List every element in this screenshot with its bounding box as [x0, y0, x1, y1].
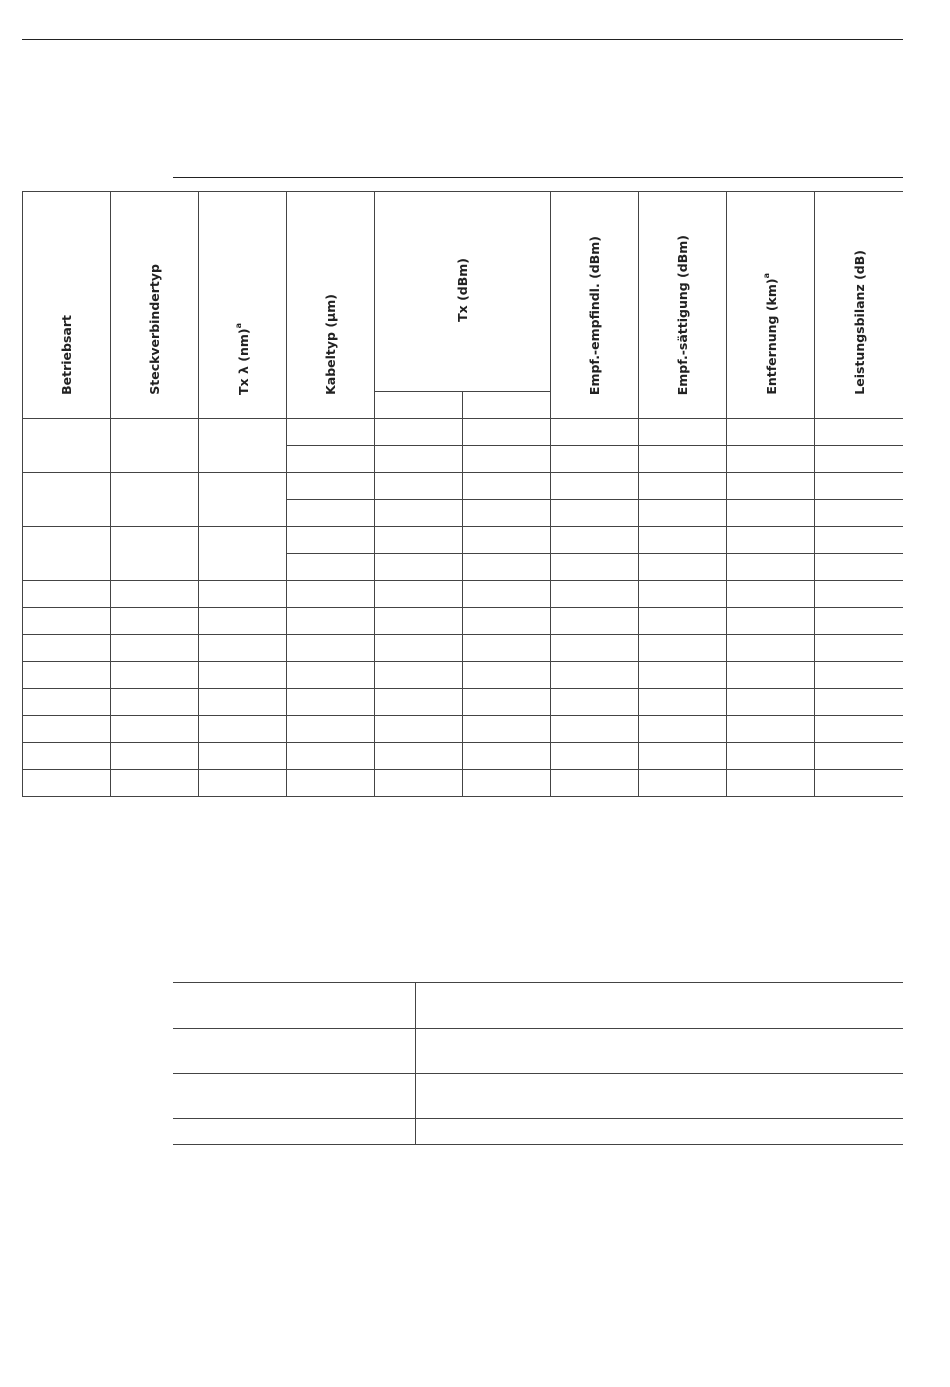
table-cell — [111, 581, 199, 608]
table-cell — [287, 527, 375, 554]
table-cell — [727, 500, 815, 527]
table-cell — [551, 500, 639, 527]
table-cell — [375, 608, 463, 635]
table-cell — [287, 662, 375, 689]
table-cell — [463, 446, 551, 473]
table-cell — [551, 662, 639, 689]
table-cell — [199, 743, 287, 770]
table-cell — [815, 581, 903, 608]
table-cell — [111, 419, 199, 473]
table-cell — [639, 473, 727, 500]
table-row — [23, 581, 904, 608]
table-cell — [199, 419, 287, 473]
table-cell — [199, 689, 287, 716]
table-cell — [23, 635, 111, 662]
table-cell — [551, 608, 639, 635]
table-cell — [727, 473, 815, 500]
table-cell — [727, 770, 815, 797]
table-cell — [727, 527, 815, 554]
table-title-rule — [173, 177, 903, 178]
table-cell — [375, 743, 463, 770]
table-row — [173, 983, 903, 1029]
table-cell — [199, 716, 287, 743]
table-row — [23, 743, 904, 770]
table-cell — [815, 419, 903, 446]
table-cell — [463, 419, 551, 446]
table-cell — [463, 689, 551, 716]
table-cell — [375, 770, 463, 797]
table-cell — [815, 716, 903, 743]
table-cell — [639, 419, 727, 446]
table-cell — [463, 608, 551, 635]
table-cell — [375, 473, 463, 500]
table-cell — [111, 608, 199, 635]
table-cell — [639, 689, 727, 716]
table-cell — [375, 689, 463, 716]
table-cell — [199, 635, 287, 662]
header-entfernung: Entfernung (km)$^a$ — [727, 192, 815, 419]
table-cell — [287, 716, 375, 743]
table-cell — [375, 554, 463, 581]
table-row — [23, 527, 904, 554]
table-cell — [287, 743, 375, 770]
table-cell — [287, 554, 375, 581]
table-cell — [199, 770, 287, 797]
table-cell — [463, 527, 551, 554]
table-row — [173, 1074, 903, 1119]
table-cell — [639, 527, 727, 554]
table-cell — [727, 662, 815, 689]
table-cell — [23, 716, 111, 743]
table-cell — [199, 608, 287, 635]
table-row — [23, 770, 904, 797]
table-cell — [199, 473, 287, 527]
lower-table — [173, 982, 903, 1145]
table-cell — [111, 662, 199, 689]
table-cell — [727, 581, 815, 608]
table-cell — [375, 662, 463, 689]
table-cell — [551, 581, 639, 608]
table-cell — [639, 770, 727, 797]
table-cell — [463, 662, 551, 689]
table-cell — [639, 662, 727, 689]
table-cell — [551, 716, 639, 743]
table-cell — [551, 554, 639, 581]
table-cell — [727, 716, 815, 743]
table-cell — [23, 473, 111, 527]
header-betriebsart: Betriebsart — [23, 192, 111, 419]
table-cell — [287, 473, 375, 500]
table-row — [23, 608, 904, 635]
table-cell — [111, 473, 199, 527]
table-cell — [639, 608, 727, 635]
table-cell — [815, 635, 903, 662]
table-cell — [111, 527, 199, 581]
table-cell — [551, 473, 639, 500]
table-row — [23, 473, 904, 500]
table-cell — [551, 770, 639, 797]
table-cell — [727, 743, 815, 770]
header-leistungsbilanz: Leistungsbilanz (dB) — [815, 192, 903, 419]
table-cell — [23, 527, 111, 581]
header-tx-lambda: Tx λ (nm)$^a$ — [199, 192, 287, 419]
table-cell — [815, 500, 903, 527]
table-cell — [463, 500, 551, 527]
table-cell — [287, 581, 375, 608]
table-cell — [551, 743, 639, 770]
table-cell — [23, 581, 111, 608]
header-tx-max — [463, 392, 551, 419]
header-tx-min — [375, 392, 463, 419]
table-cell — [111, 716, 199, 743]
table-cell — [23, 770, 111, 797]
table-cell — [23, 662, 111, 689]
table-cell — [463, 581, 551, 608]
table-cell — [463, 473, 551, 500]
table-row — [23, 662, 904, 689]
table-cell — [199, 527, 287, 581]
table-cell — [815, 608, 903, 635]
table-cell — [375, 527, 463, 554]
top-rule — [22, 39, 903, 40]
table-cell — [639, 500, 727, 527]
table-row — [23, 635, 904, 662]
table-cell — [815, 473, 903, 500]
table-cell — [551, 635, 639, 662]
table-cell — [199, 662, 287, 689]
table-cell — [463, 716, 551, 743]
table-cell — [199, 581, 287, 608]
table-cell — [727, 635, 815, 662]
table-row — [173, 1119, 903, 1145]
header-empf-empfindl: Empf.-empfindl. (dBm) — [551, 192, 639, 419]
table-cell — [111, 689, 199, 716]
table-cell — [727, 446, 815, 473]
table-cell — [815, 554, 903, 581]
table-cell — [287, 770, 375, 797]
table-cell — [727, 419, 815, 446]
table-cell — [815, 743, 903, 770]
header-empf-saettigung: Empf.-sättigung (dBm) — [639, 192, 727, 419]
table-row — [23, 689, 904, 716]
table-cell — [463, 635, 551, 662]
table-cell — [375, 635, 463, 662]
table-cell — [111, 743, 199, 770]
table-cell — [639, 635, 727, 662]
table-row — [23, 419, 904, 446]
table-cell — [287, 608, 375, 635]
table-cell — [551, 689, 639, 716]
table-cell — [639, 716, 727, 743]
table-cell — [111, 770, 199, 797]
spec-table — [22, 191, 903, 797]
header-tx-dbm: Tx (dBm) — [375, 192, 551, 392]
table-row — [23, 716, 904, 743]
table-cell — [815, 527, 903, 554]
table-cell — [111, 635, 199, 662]
table-cell — [287, 689, 375, 716]
table-cell — [815, 770, 903, 797]
table-cell — [815, 689, 903, 716]
table-cell — [639, 743, 727, 770]
table-cell — [639, 446, 727, 473]
table-cell — [815, 662, 903, 689]
table-cell — [375, 419, 463, 446]
table-cell — [727, 689, 815, 716]
table-cell — [463, 554, 551, 581]
table-cell — [639, 554, 727, 581]
table-cell — [23, 608, 111, 635]
header-steckverbindertyp: Steckverbindertyp — [111, 192, 199, 419]
table-cell — [23, 743, 111, 770]
table-cell — [375, 716, 463, 743]
table-cell — [375, 581, 463, 608]
table-cell — [287, 419, 375, 446]
table-cell — [375, 500, 463, 527]
table-cell — [463, 743, 551, 770]
table-row — [173, 1029, 903, 1074]
table-cell — [815, 446, 903, 473]
table-cell — [23, 689, 111, 716]
table-cell — [375, 446, 463, 473]
table-cell — [287, 500, 375, 527]
table-cell — [727, 554, 815, 581]
table-cell — [287, 635, 375, 662]
table-cell — [551, 446, 639, 473]
table-cell — [23, 419, 111, 473]
table-cell — [287, 446, 375, 473]
table-cell — [551, 527, 639, 554]
table-cell — [639, 581, 727, 608]
header-kabeltyp: Kabeltyp (µm) — [287, 192, 375, 419]
table-cell — [727, 608, 815, 635]
table-cell — [463, 770, 551, 797]
table-cell — [551, 419, 639, 446]
